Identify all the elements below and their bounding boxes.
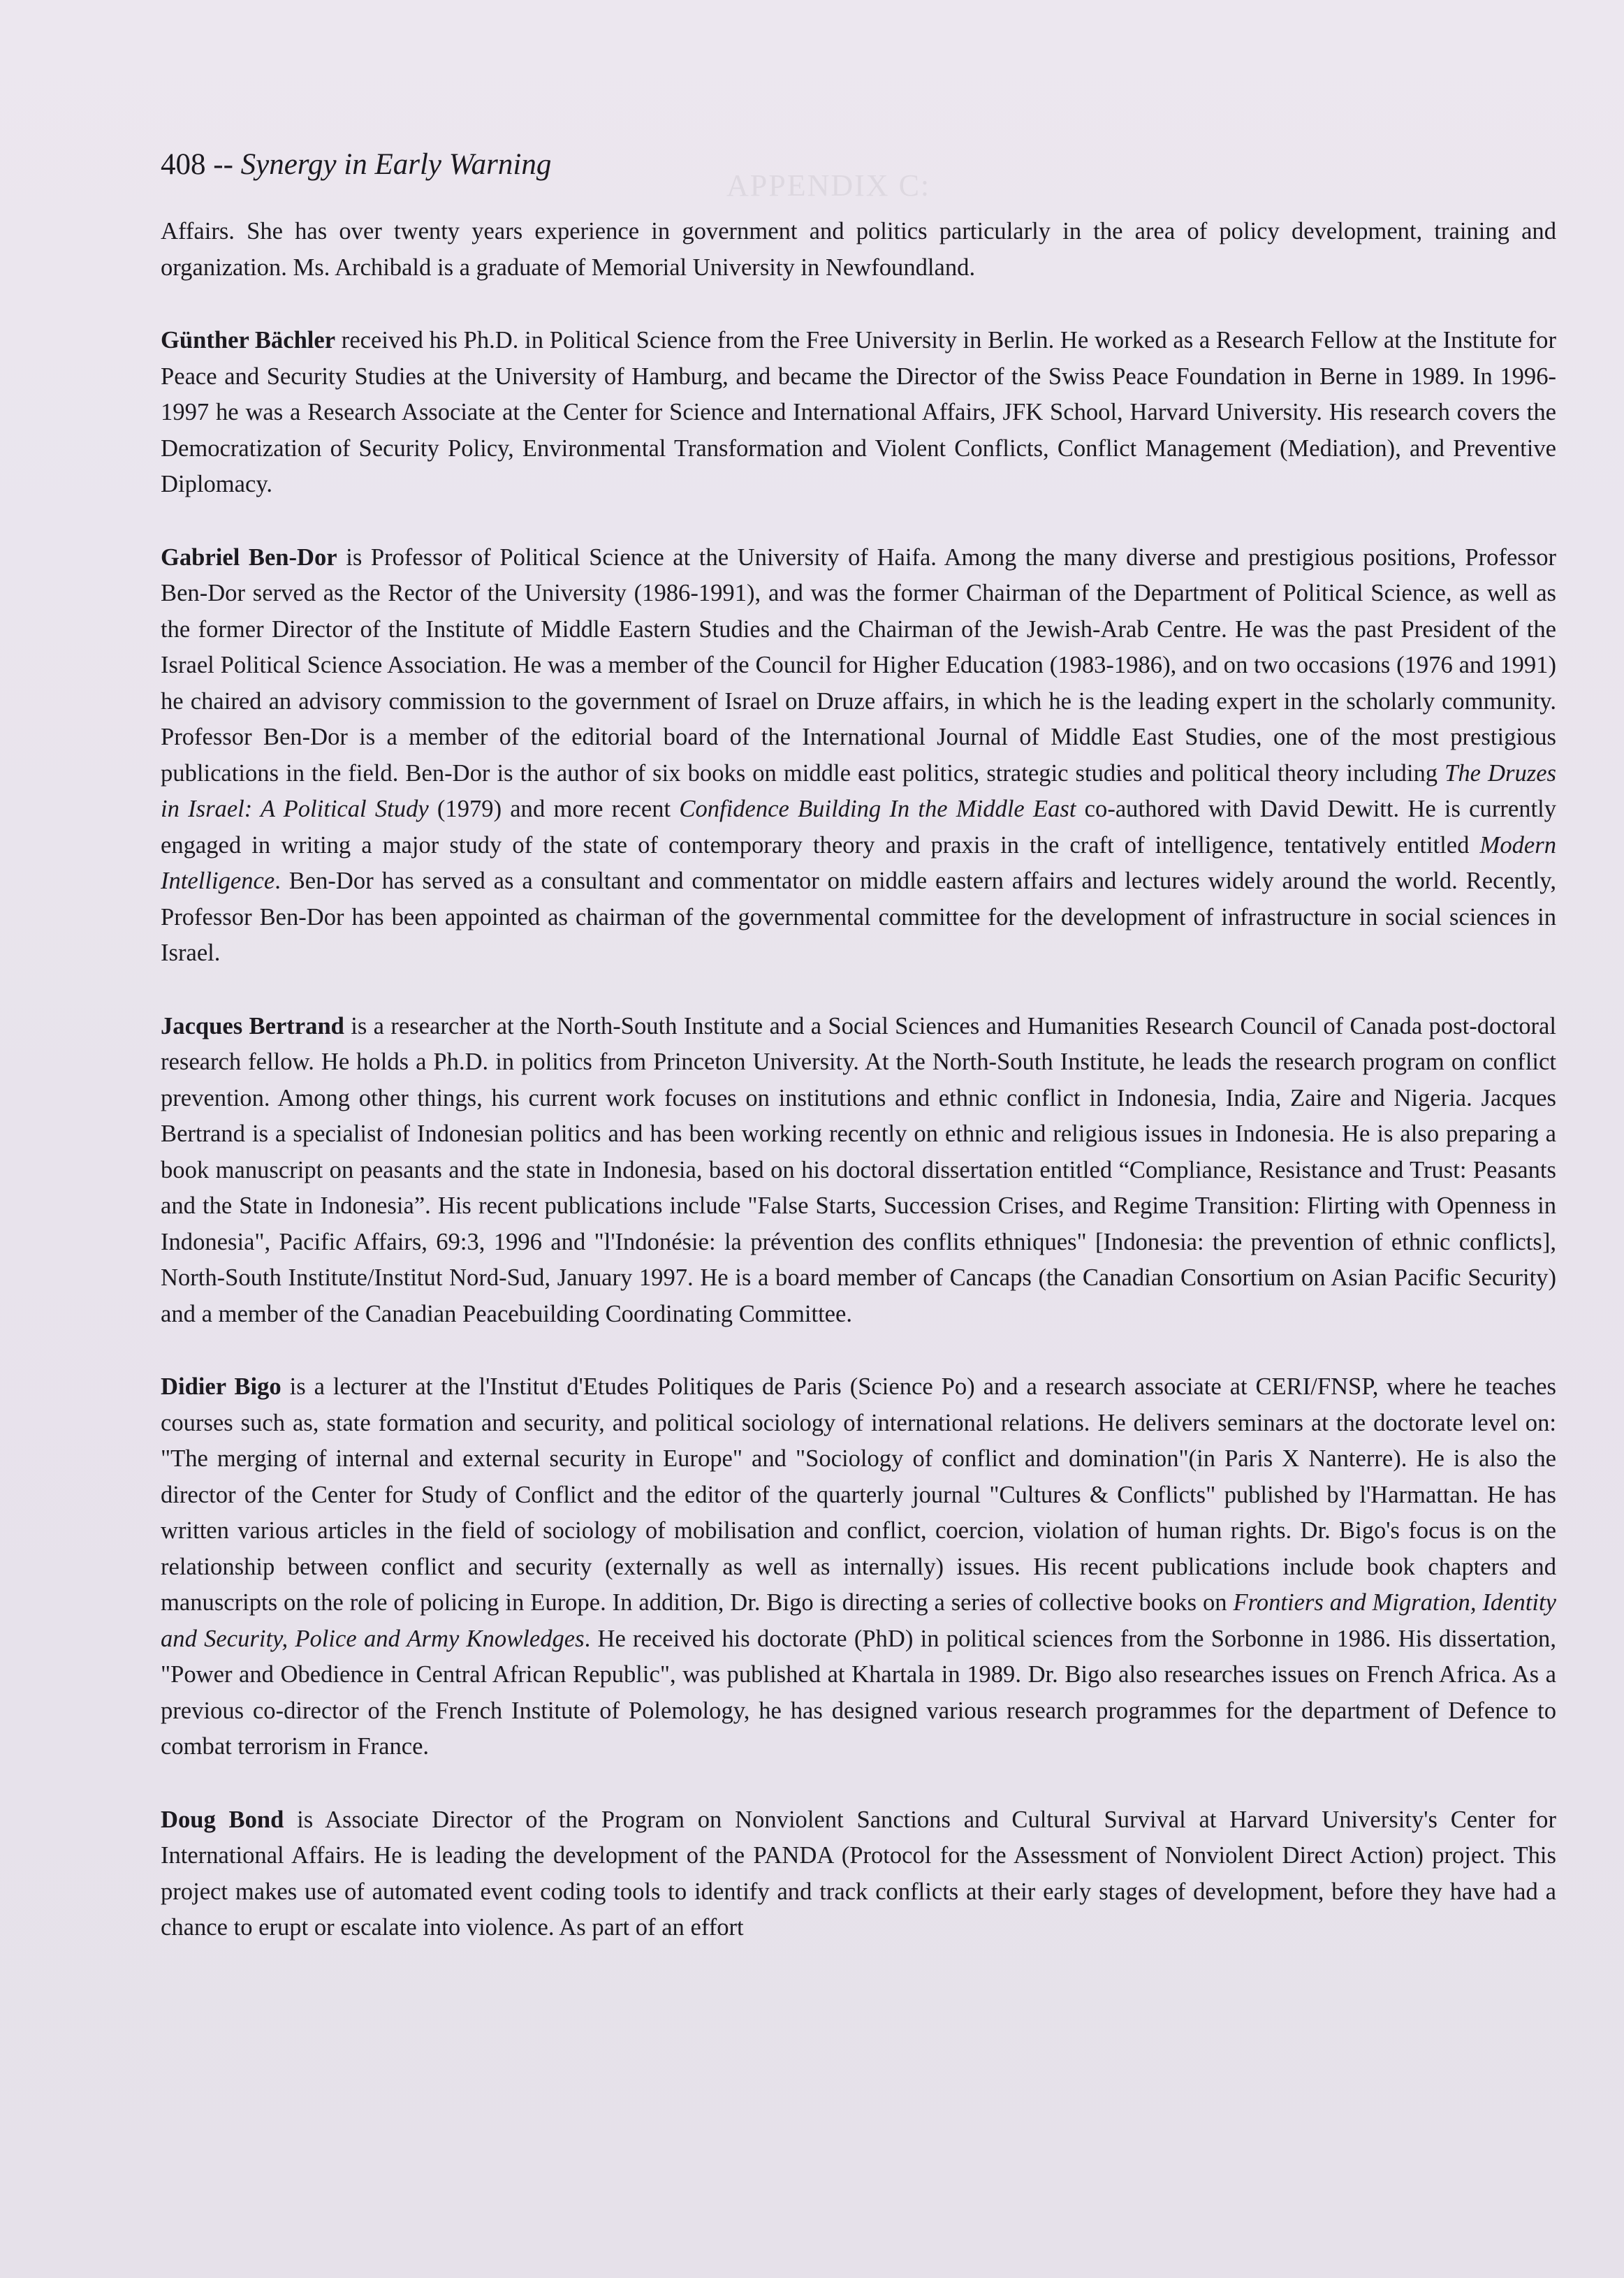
bio-paragraph (161, 1802, 1556, 1946)
header-separator: -- (205, 148, 241, 181)
person-name: Gabriel Ben-Dor (161, 543, 337, 571)
person-name: Jacques Bertrand (161, 1012, 344, 1039)
bio-text: is a lecturer at the l'Institut d'Etudes Politiques de Paris (Science Po) and a research associate at CERI/FNSP, where he teaches courses such as, state formation and security, and political sociology of international relations. He delivers seminars at the doctorate level on: "The merging of internal and external security in Europe" and "Sociology of conflict and domination"(in Paris X Nanterre). He is also the director of the Center for Study of Conflict and the editor of the quarterly journal "Cultures & Conflicts" published by l'Harmattan. He has written various articles in the field of sociology of mobilisation and conflict, coercion, violation of human rights. Dr. Bigo's focus is on the relationship between conflict and security (externally as well as internally) issues. His recent publications include book chapters and manuscripts on the role of policing in Europe. In addition, Dr. Bigo is directing a series of collective books on (161, 1373, 1556, 1616)
page-number: 408 (161, 148, 206, 181)
bio-text: Affairs. She has over twenty years experience in government and politics particularly in the area of policy development, training and organization. Ms. Archibald is a graduate of Memorial University in Newfoundland. (161, 218, 1556, 281)
person-name: Didier Bigo (161, 1373, 281, 1400)
bio-paragraph (161, 540, 1556, 972)
bio-text: is Associate Director of the Program on Nonviolent Sanctions and Cultural Survival at Harvard University's Center for International Affairs. He is leading the development of the PANDA (Protocol for the Assessment of Nonviolent Direct Action) project. This project makes use of automated event coding tools to identify and track conflicts at their early stages of development, before they have had a chance to erupt or escalate into violence. As part of an effort (161, 1806, 1556, 1941)
publication-title: Frontiers and Migration, Identity and Security, Police and Army Knowledges (161, 1589, 1556, 1652)
bio-paragraph (161, 214, 1556, 286)
bio-text: co-authored with David Dewitt. He is currently engaged in writing a major study of the state of contemporary theory and praxis in the craft of intelligence, tentatively entitled (161, 796, 1556, 859)
bio-paragraph (161, 323, 1556, 503)
bio-paragraph (161, 1009, 1556, 1333)
bio-text: . He received his doctorate (PhD) in political sciences from the Sorbonne in 1986. His dissertation, "Power and Obedience in Central African Republic", was published at Khartala in 1989. Dr. Bigo also researches issues on French Africa. As a previous co-director of the French Institute of Polemology, he has designed various research programmes for the department of Defence to combat terrorism in France. (161, 1625, 1556, 1760)
bio-text: received his Ph.D. in Political Science from the Free University in Berlin. He worked as a Research Fellow at the Institute for Peace and Security Studies at the University of Hamburg, and became the Director of the Swiss Peace Foundation in Berne in 1989. In 1996-1997 he was a Research Associate at the Center for Science and International Affairs, JFK School, Harvard University. His research covers the Democratization of Security Policy, Environmental Transformation and Violent Conflicts, Conflict Management (Mediation), and Preventive Diplomacy. (161, 327, 1556, 497)
publication-title: Confidence Building In the Middle East (679, 796, 1076, 822)
bio-text: is Professor of Political Science at the University of Haifa. Among the many diverse and prestigious positions, Professor Ben-Dor served as the Rector of the University (1986-1991), and was the former Chairman of the Department of Political Science, as well as the former Director of the Institute of Middle Eastern Studies and the Chairman of the Jewish-Arab Centre. He was the past President of the Israel Political Science Association. He was a member of the Council for Higher Education (1983-1986), and on two occasions (1976 and 1991) he chaired an advisory commission to the government of Israel on Druze affairs, in which he is the leading expert in the scholarly community. Professor Ben-Dor is a member of the editorial board of the International Journal of Middle East Studies, one of the most prestigious publications in the field. Ben-Dor is the author of six books on middle east politics, strategic studies and political theory including (161, 543, 1557, 787)
person-name: Doug Bond (161, 1806, 284, 1833)
person-name: Günther Bächler (161, 327, 336, 353)
publication-title: The Druzes in Israel: A Political Study (161, 759, 1557, 822)
bio-text: (1979) and more recent (428, 796, 680, 822)
running-header (161, 144, 551, 186)
bio-text: . Ben-Dor has served as a consultant and commentator on middle eastern affairs and lectures widely around the world. Recently, Professor Ben-Dor has been appointed as chairman of the governmental committee for the development of infrastructure in social sciences in Israel. (161, 868, 1556, 966)
book-title: Synergy in Early Warning (240, 148, 552, 181)
bio-list (161, 214, 1556, 1946)
bio-text: is a researcher at the North-South Institute and a Social Sciences and Humanities Research Council of Canada post-doctoral research fellow. He holds a Ph.D. in politics from Princeton University. At the North-South Institute, he leads the research program on conflict prevention. Among other things, his current work focuses on institutions and ethnic conflict in Indonesia, India, Zaire and Nigeria. Jacques Bertrand is a specialist of Indonesian politics and has been working recently on ethnic and religious issues in Indonesia. He is also preparing a book manuscript on peasants and the state in Indonesia, based on his doctoral dissertation entitled “Compliance, Resistance and Trust: Peasants and the State in Indonesia”. His recent publications include "False Starts, Succession Crises, and Regime Transition: Flirting with Openness in Indonesia", Pacific Affairs, 69:3, 1996 and "l'Indonésie: la prévention des conflits ethniques" [Indonesia: the prevention of ethnic conflicts], North-South Institute/Institut Nord-Sud, January 1997. He is a board member of Cancaps (the Canadian Consortium on Asian Pacific Security) and a member of the Canadian Peacebuilding Coordinating Committee. (161, 1012, 1556, 1327)
publication-title: Modern Intelligence (161, 831, 1556, 894)
bleed-through-text: APPENDIX C: (726, 168, 931, 203)
bio-paragraph (161, 1369, 1556, 1765)
